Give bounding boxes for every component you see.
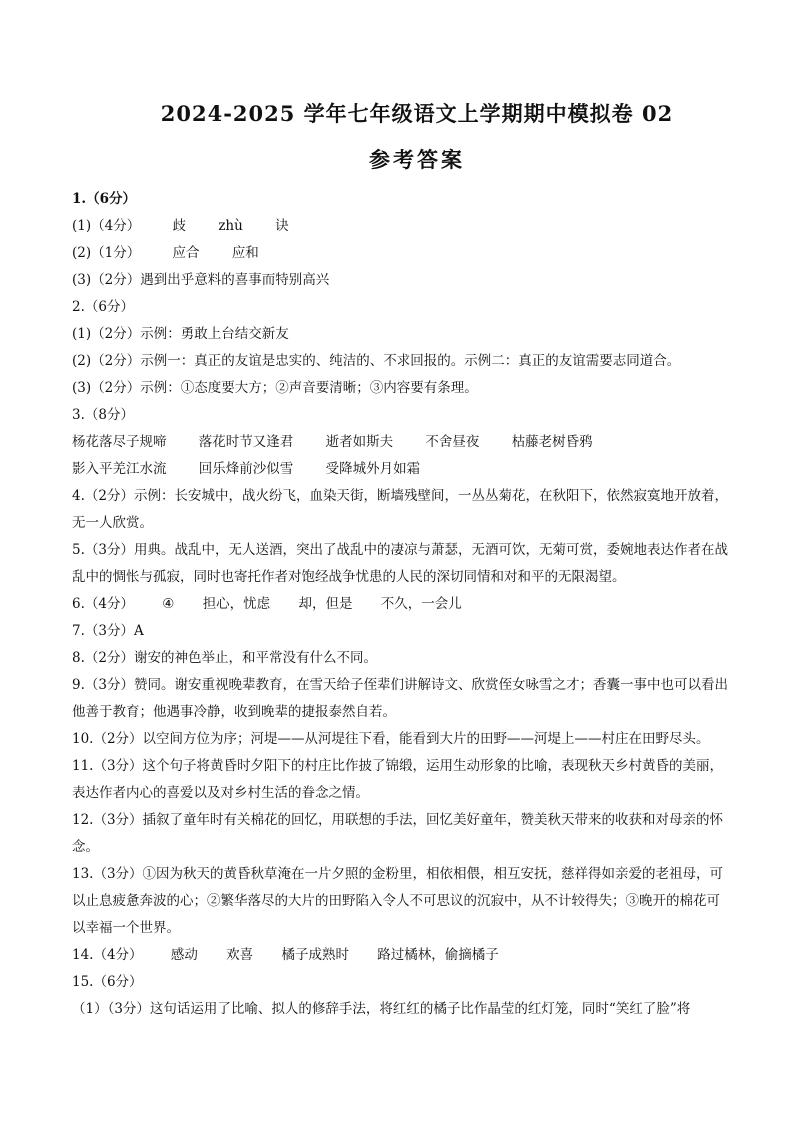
q6-item: 却，但是 <box>298 596 353 612</box>
q3-row-2 <box>72 456 732 483</box>
poem-line: 落花时节又逢君 <box>198 434 294 450</box>
q2-answer-1: (1)（2分）示例：勇敢上台结交新友 <box>72 326 289 342</box>
q8-answer: 8.（2分）谢安的神色举止，和平常没有什么不同。 <box>72 650 377 666</box>
q14-item: 感动 <box>170 947 198 963</box>
q1-a1-label: (1)（4分） <box>72 218 141 234</box>
q15-heading: 15.（6分） <box>72 974 143 990</box>
poem-line: 回乐烽前沙似雪 <box>198 461 294 477</box>
answer-content <box>72 186 732 1023</box>
q14-item: 欢喜 <box>226 947 254 963</box>
q3-row-1 <box>72 429 732 456</box>
q2-answer-2: (2)（2分）示例一：真正的友谊是忠实的、纯洁的、不求回报的。示例二：真正的友谊需要志同道合。 <box>72 353 681 369</box>
q15-answer-1: （1）（3分）这句话运用了比喻、拟人的修辞手法，将红红的橘子比作晶莹的红灯笼，同时“笑红了脸”将 <box>72 1001 691 1017</box>
q1-a2-item: 应和 <box>231 245 259 261</box>
q3-heading: 3.（8分） <box>72 407 134 423</box>
q1-a2-item: 应合 <box>172 245 200 261</box>
poem-line: 受降城外月如霜 <box>325 461 421 477</box>
q6-item: ④ <box>162 596 175 612</box>
poem-line: 枯藤老树昏鸦 <box>511 434 593 450</box>
q7-answer: 7.（3分）A <box>72 623 144 639</box>
q1-heading: 1.（6分） <box>72 191 136 207</box>
q9-answer: 9.（3分）赞同。谢安重视晚辈教育，在雪天给子侄辈们讲解诗文、欣赏侄女咏雪之才；香囊一事中也可以看出他善于教育；他遇事冷静，收到晚辈的捷报泰然自若。 <box>72 677 728 720</box>
q13-answer: 13.（3分）①因为秋天的黄昏秋草淹在一片夕照的金粉里，相依相偎，相互安抚，慈祥得如亲爱的老祖母，可以止息疲惫奔波的心；②繁华落尽的大片的田野陷入令人不可思议的沉寂中，从不计较得失；③晚开的棉花可以幸福一个世界。 <box>72 866 724 936</box>
q12-answer: 12.（3分）插叙了童年时有关棉花的回忆，用联想的手法，回忆美好童年，赞美秋天带来的收获和对母亲的怀念。 <box>72 812 724 855</box>
q5-answer: 5.（3分）用典。战乱中，无人送酒，突出了战乱中的凄凉与萧瑟，无酒可饮，无菊可赏，委婉地表达作者在战乱中的惆怅与孤寂，同时也寄托作者对饱经战争忧患的人民的深切同情和对和平的无限渴望。 <box>72 542 728 585</box>
q1-answer-3: (3)（2分）遇到出乎意料的喜事而特别高兴 <box>72 272 330 288</box>
q1-answer-1 <box>72 213 732 240</box>
q1-a2-label: (2)（1分） <box>72 245 141 261</box>
poem-line: 影入平羌江水流 <box>72 461 167 477</box>
q6-answer <box>72 591 732 618</box>
poem-line: 杨花落尽子规啼 <box>72 434 167 450</box>
q6-item: 不久，一会儿 <box>380 596 462 612</box>
q14-label: 14.（4分） <box>72 947 143 963</box>
q14-answer <box>72 942 732 969</box>
q4-answer: 4.（2分）示例：长安城中，战火纷飞，血染天街，断墙残壁间，一丛丛菊花，在秋阳下，依然寂寞地开放着，无一人欣赏。 <box>72 488 728 531</box>
q14-item: 橘子成熟时 <box>281 947 349 963</box>
q6-label: 6.（4分） <box>72 596 134 612</box>
q10-answer: 10.（2分）以空间方位为序；河堤——从河堤往下看，能看到大片的田野——河堤上——村庄在田野尽头。 <box>72 731 710 747</box>
poem-line: 不舍昼夜 <box>425 434 480 450</box>
q2-heading: 2.（6分） <box>72 299 134 315</box>
q14-item: 路过橘林，偷摘橘子 <box>377 947 499 963</box>
q1-answer-2 <box>72 240 732 267</box>
q1-a1-item: 诀 <box>275 218 289 234</box>
q11-answer: 11.（3分）这个句子将黄昏时夕阳下的村庄比作披了锦缎，运用生动形象的比喻，表现秋天乡村黄昏的美丽，表达作者内心的喜爱以及对乡村生活的眷念之情。 <box>72 758 724 801</box>
poem-line: 逝者如斯夫 <box>325 434 394 450</box>
document-subtitle: 参考答案 <box>369 147 465 172</box>
document-title: 2024-2025 学年七年级语文上学期期中模拟卷 02 <box>160 101 674 126</box>
q6-item: 担心，忧虑 <box>202 596 271 612</box>
q2-answer-3: (3)（2分）示例：①态度要大方；②声音要清晰；③内容要有条理。 <box>72 380 478 396</box>
q1-a1-item: zhù <box>218 218 243 234</box>
q1-a1-item: 歧 <box>172 218 187 234</box>
